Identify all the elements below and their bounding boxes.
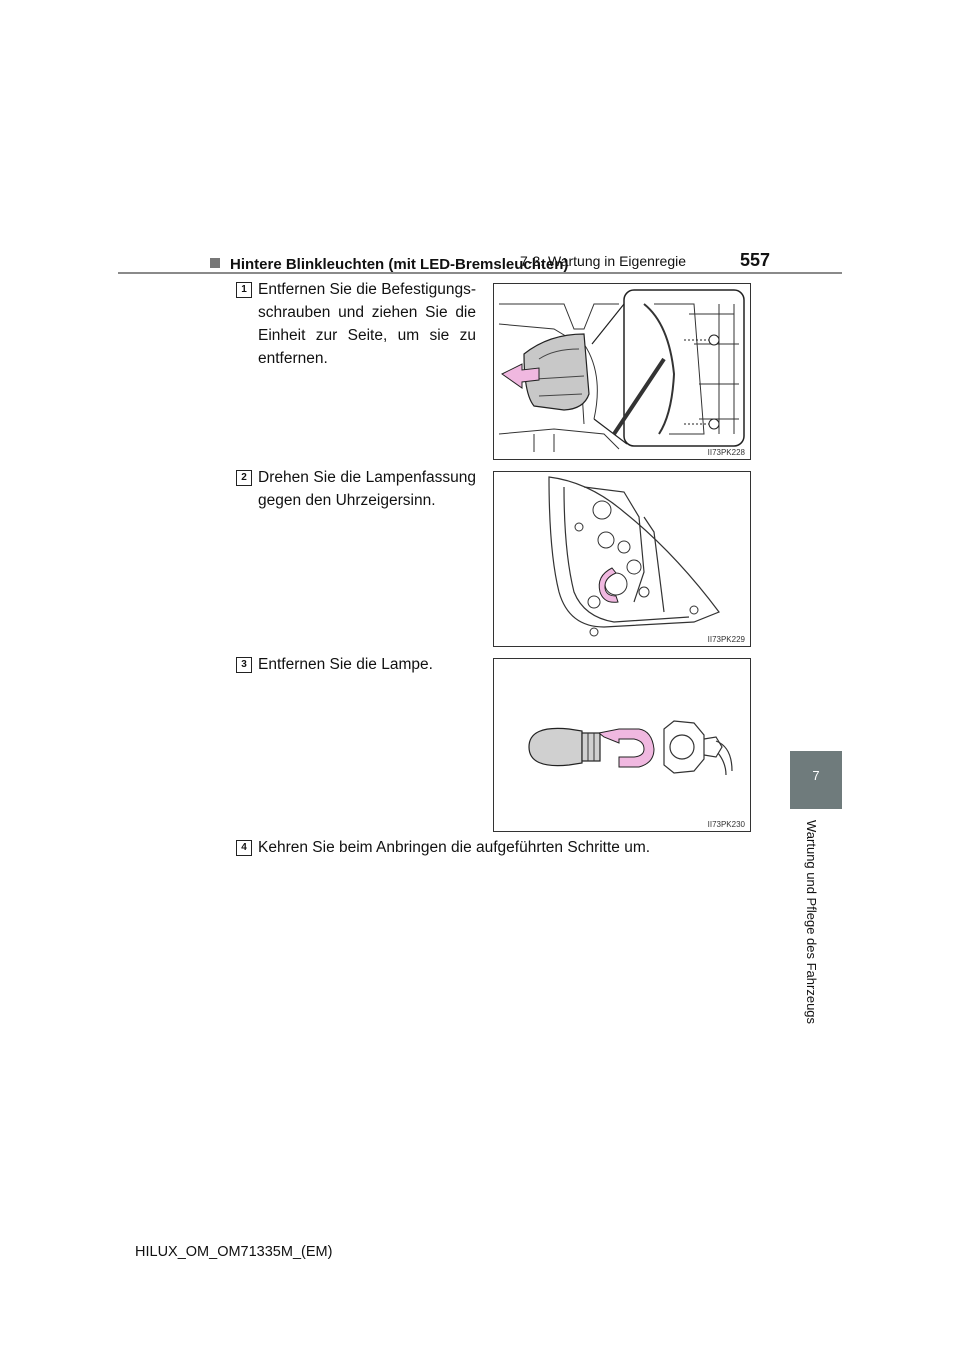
tail-light-removal-illustration xyxy=(494,284,750,459)
figure-1 xyxy=(493,283,751,460)
figure-2 xyxy=(493,471,751,647)
step-number-2: 2 xyxy=(236,470,252,486)
step-number-4: 4 xyxy=(236,840,252,856)
header-section-title: 7-3. Wartung in Eigenregie xyxy=(520,253,687,269)
figure-code-3: II73PK230 xyxy=(707,820,745,829)
chapter-number: 7 xyxy=(812,768,820,783)
step-text-3: Entfernen Sie die Lampe. xyxy=(258,656,433,673)
step-text-2: Drehen Sie die Lampenfassung gegen den Uhrzeigersinn. xyxy=(258,469,476,509)
step-text-1: Entfernen Sie die Befestigungsschrauben und ziehen Sie die Einheit zur Seite, um sie zu entfernen. xyxy=(258,281,477,367)
figure-code-1: II73PK228 xyxy=(707,448,745,457)
chapter-title-vertical xyxy=(803,820,823,1025)
square-bullet-icon xyxy=(210,258,220,268)
step-number-1: 1 xyxy=(236,282,252,298)
step-text-4: Kehren Sie beim Anbringen die aufgeführten Schritte um. xyxy=(258,839,651,856)
section-heading xyxy=(210,256,568,273)
page-number: 557 xyxy=(740,250,771,270)
figure-code-2: II73PK229 xyxy=(707,635,745,644)
chapter-title: Wartung und Pflege des Fahrzeugs xyxy=(804,820,819,1025)
section-heading-text: Hintere Blinkleuchten (mit LED-Bremsleuchten) xyxy=(230,256,569,273)
figure-3 xyxy=(493,658,751,832)
document-code: HILUX_OM_OM71335M_(EM) xyxy=(135,1244,333,1260)
bulb-removal-illustration xyxy=(494,659,750,831)
lamp-socket-illustration xyxy=(494,472,750,646)
step-number-3: 3 xyxy=(236,657,252,673)
